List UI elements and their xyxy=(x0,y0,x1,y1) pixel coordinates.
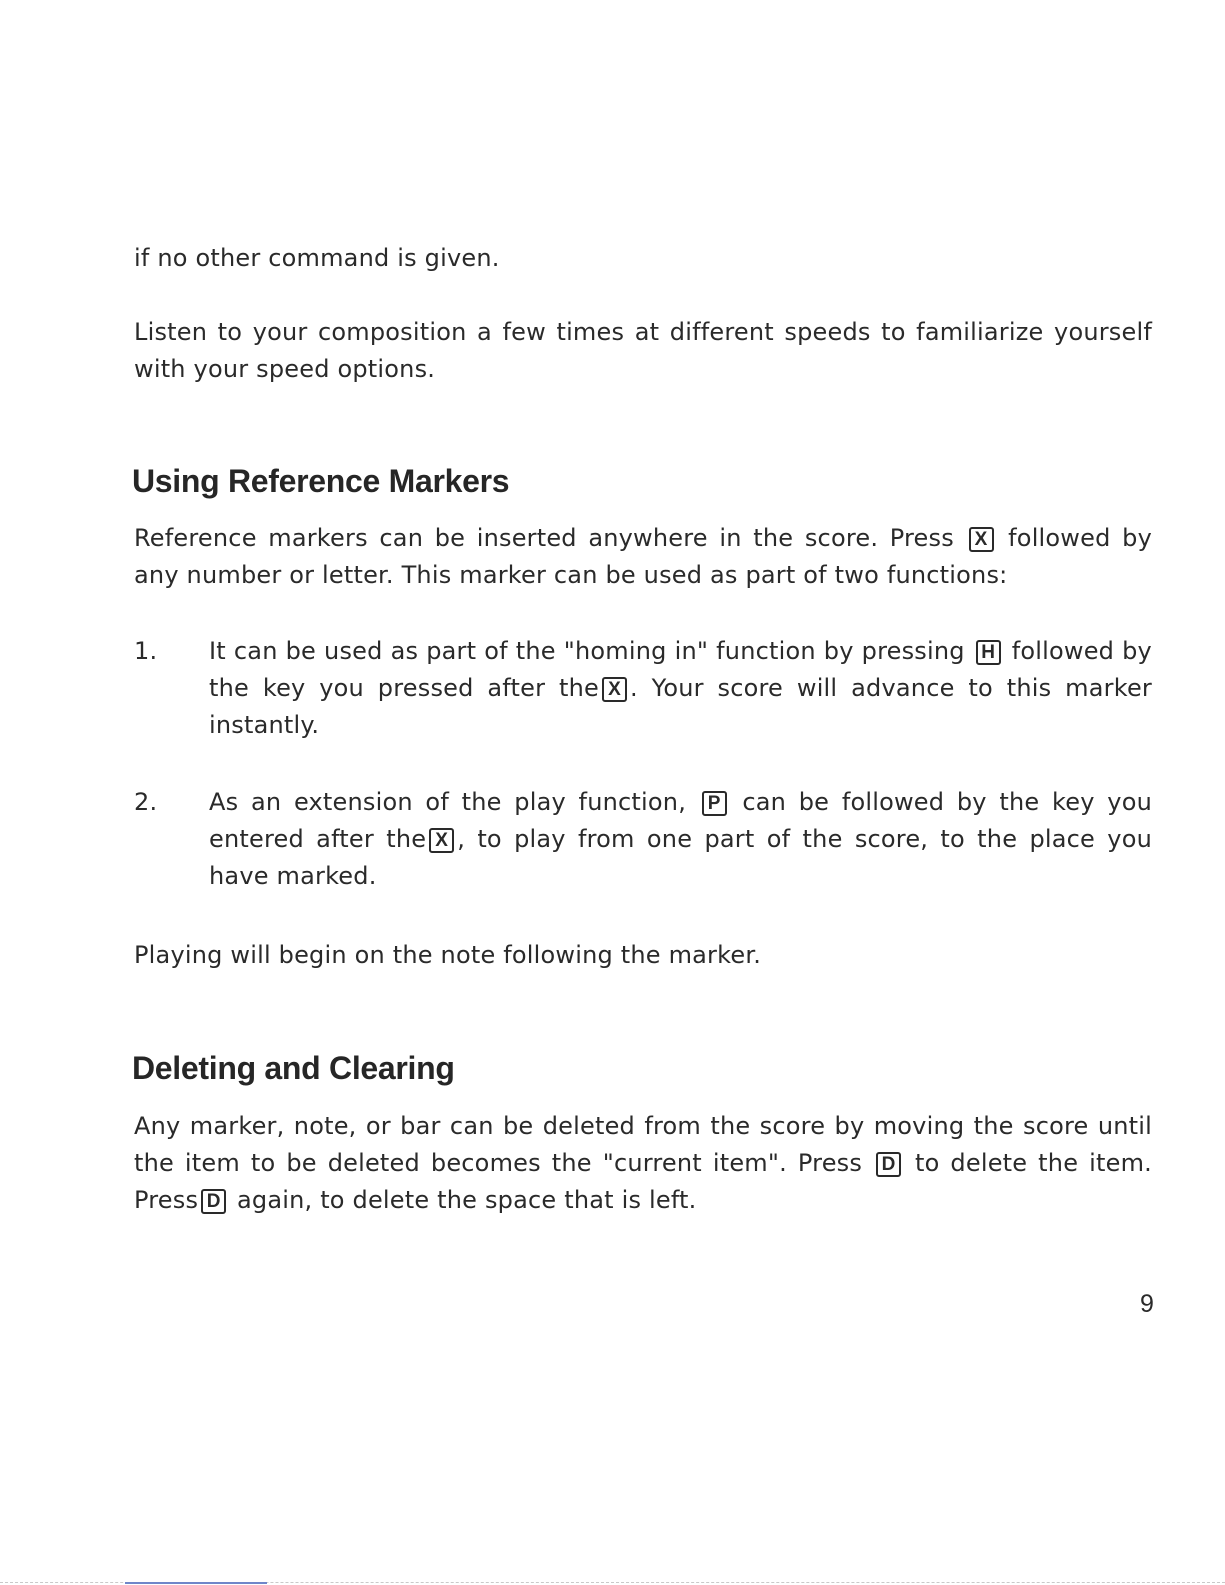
item-text-3: , to play from one part of the score, to the place you have marked. xyxy=(209,825,1152,890)
p-key-icon: P xyxy=(702,791,727,816)
list-item-number: 2. xyxy=(134,788,158,816)
d-key-icon: D xyxy=(201,1189,226,1214)
list-item-text xyxy=(209,633,1152,744)
item-text-1: As an extension of the play function, xyxy=(209,788,687,816)
intro-text-2: followed by any number or letter. This marker can be used as part of two functions: xyxy=(134,524,1152,589)
deleting-text-2: to delete the item. Press xyxy=(134,1149,1152,1214)
x-key-icon: X xyxy=(969,527,994,552)
item-text-2: followed by the key you pressed after the xyxy=(209,637,1152,702)
item-text-1: It can be used as part of the "homing in" function by pressing xyxy=(209,637,965,665)
list-item xyxy=(134,633,1152,744)
section-heading-reference-markers: Using Reference Markers xyxy=(132,463,510,499)
closing-paragraph: Playing will begin on the note following the marker. xyxy=(134,941,762,969)
x-key-icon: X xyxy=(602,677,627,702)
h-key-icon: H xyxy=(976,640,1001,665)
list-item-number: 1. xyxy=(134,637,158,665)
scan-edge-accent xyxy=(125,1582,267,1584)
listen-paragraph: Listen to your composition a few times at different speeds to familiarize yourself with your speed options. xyxy=(134,318,1152,383)
section-heading-deleting-clearing: Deleting and Clearing xyxy=(132,1050,455,1086)
deleting-text-3: again, to delete the space that is left. xyxy=(237,1186,697,1214)
item-text-2: can be followed by the key you entered after the xyxy=(209,788,1152,853)
intro-text-1: Reference markers can be inserted anywhere in the score. Press xyxy=(134,524,954,552)
x-key-icon: X xyxy=(429,828,454,853)
list-item-text xyxy=(209,784,1152,895)
list-item xyxy=(134,784,1152,895)
reference-markers-intro xyxy=(134,520,1152,594)
deleting-text-1: Any marker, note, or bar can be deleted from the score by moving the score until the item to be deleted becomes the "current item". Press xyxy=(134,1112,1152,1177)
intro-paragraph: if no other command is given. xyxy=(134,244,500,272)
d-key-icon: D xyxy=(876,1152,901,1177)
deleting-paragraph xyxy=(134,1108,1152,1219)
item-text-3: . Your score will advance to this marker instantly. xyxy=(209,674,1152,739)
page-number: 9 xyxy=(1140,1290,1154,1318)
